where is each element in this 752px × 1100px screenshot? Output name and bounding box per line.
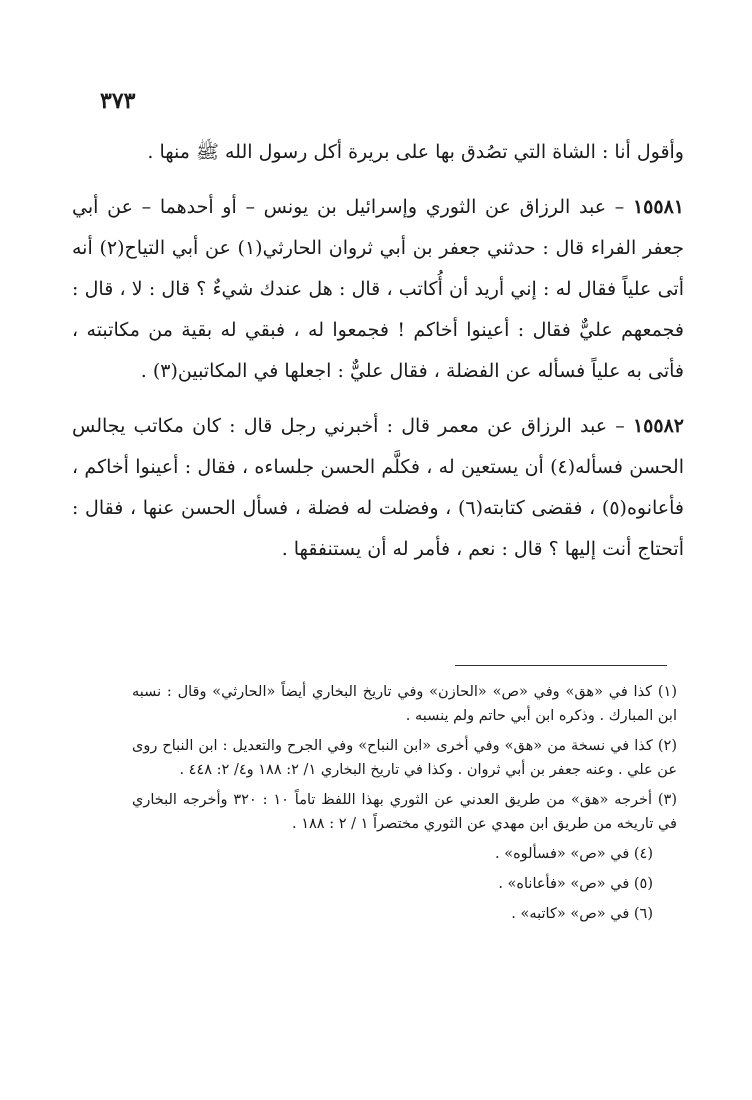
intro-paragraph: وأقول أنا : الشاة التي تصُدق بها على بريرة أكل رسول الله ﷺ منها . bbox=[147, 141, 684, 163]
hadith-number: ١٥٥٨٢ bbox=[632, 415, 684, 437]
footnotes bbox=[132, 680, 677, 932]
hadith-15581 bbox=[72, 187, 684, 392]
footnote-6: (٦) في «ص» «كاتبه» . bbox=[511, 906, 653, 922]
hadith-number: ١٥٥٨١ bbox=[632, 196, 684, 218]
footnote-3: (٣) أخرجه «هق» من طريق العدني عن الثوري بهذا اللفظ تاماً ١٠ : ٣٢٠ وأخرجه البخاري في تاريخه من طريق ابن مهدي عن الثوري مختصراً ١ / ٢ : ١٨٨ . bbox=[132, 792, 677, 832]
main-text bbox=[72, 132, 684, 570]
hadith-text: – عبد الرزاق عن معمر قال : أخبرني رجل قال : كان مكاتب يجالس الحسن فسأله(٤) أن يستعين له ، فكلَّم الحسن جلساءه ، فقال : أعينوا أخاكم ، فأعانوه(٥) ، فقضى كتابته(٦) ، وفضلت له فضلة ، فسأل الحسن عنها ، فقال : أتحتاج أنت إليها ؟ قال : نعم ، فأمر له أن يستنفقها . bbox=[72, 415, 685, 560]
hadith-15582 bbox=[72, 406, 684, 570]
footnote-1: (١) كذا في «هق» وفي «ص» «الحازن» وفي تاريخ البخاري أيضاً «الحارثي» وقال : نسبه ابن المبارك . وذكره ابن أبي حاتم ولم ينسبه . bbox=[132, 684, 677, 724]
footnote-separator bbox=[455, 665, 667, 666]
footnote-4: (٤) في «ص» «فسألوه» . bbox=[495, 846, 653, 862]
footnote-2: (٢) كذا في نسخة من «هق» وفي أخرى «ابن النباح» وفي الجرح والتعديل : ابن النباح روى عن علي . وعنه جعفر بن أبي ثروان . وكذا في تاريخ البخاري ١/ ٢: ١٨٨ و٤/ ٢: ٤٤٨ . bbox=[132, 738, 677, 778]
footnote-5: (٥) في «ص» «فأعاناه» . bbox=[498, 876, 653, 892]
page-number: ٣٧٣ bbox=[100, 88, 136, 114]
hadith-text: – عبد الرزاق عن الثوري وإسرائيل بن يونس – أو أحدهما – عن أبي جعفر الفراء قال : حدثني جعفر بن أبي ثروان الحارثي(١) عن أبي التياح(٢) أنه أتى علياً فقال له : إني أريد أن أُكاتب ، قال : هل عندك شيءٌ ؟ قال : لا ، قال : فجمعهم عليٌّ فقال : أعينوا أخاكم ! فجمعوا له ، فبقي له بقية من مكاتبته ، فأتى به علياً فسأله عن الفضلة ، فقال عليٌّ : اجعلها في المكاتبين(٣) . bbox=[72, 196, 684, 382]
